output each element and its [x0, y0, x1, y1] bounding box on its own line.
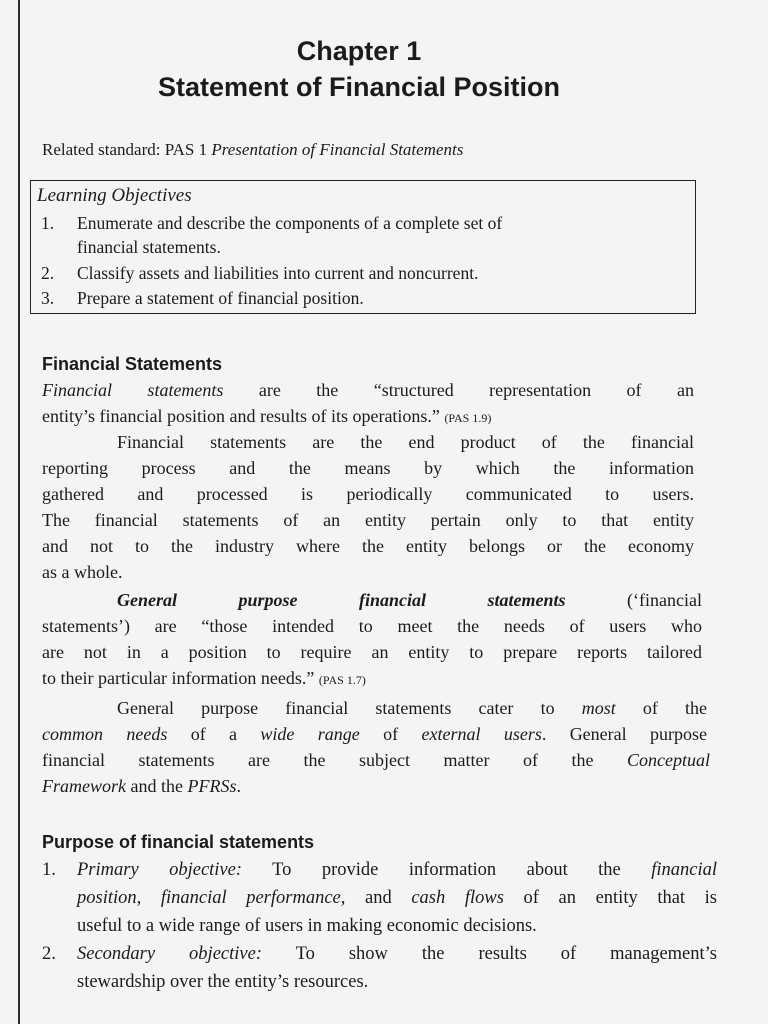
list-item-line: useful to a wide range of users in making economic decisions.	[77, 916, 537, 936]
related-standard	[42, 140, 463, 160]
paragraph-line: are not in a position to require an entity to prepare reports tailored	[42, 642, 702, 662]
related-standard-name: Presentation of Financial Statements	[211, 140, 464, 159]
text-run: to their particular information needs.”	[42, 668, 319, 688]
text-run: of	[359, 724, 422, 744]
emphasis: external users	[421, 724, 542, 744]
objective-text: Prepare a statement of financial position.	[77, 288, 364, 308]
text-run: To provide information about the	[242, 860, 652, 880]
learning-objectives-box	[30, 180, 696, 314]
emphasis: wide range	[260, 724, 360, 744]
related-standard-prefix: Related standard: PAS 1	[42, 140, 212, 159]
text-run: of a	[167, 724, 261, 744]
text-run: and the	[126, 776, 188, 796]
objective-text: Enumerate and describe the components of a complete set of	[77, 213, 503, 233]
paragraph-line: and not to the industry where the entity belongs or the economy	[42, 536, 694, 556]
list-item-line	[77, 944, 717, 965]
emphasis: financial	[651, 860, 718, 880]
section-heading-purpose: Purpose of financial statements	[42, 832, 315, 852]
text-run: .	[236, 776, 241, 796]
objective-number: 3.	[41, 288, 55, 308]
text-run: and	[345, 888, 412, 908]
paragraph-line: The financial statements of an entity pertain only to that entity	[42, 510, 694, 530]
paragraph-line	[117, 590, 702, 611]
emphasis: Conceptual	[627, 750, 710, 770]
emphasis: position, financial performance,	[77, 888, 346, 908]
objective-text: financial statements.	[77, 237, 221, 257]
list-item-label: Primary objective:	[77, 860, 243, 880]
paragraph-line	[42, 668, 694, 689]
list-number: 2.	[42, 944, 56, 964]
paragraph-line: Financial statements are the end product of the financial	[117, 432, 694, 452]
text-run: (‘financial	[565, 590, 703, 610]
paragraph-line: as a whole.	[42, 562, 123, 582]
objective-text: Classify assets and liabilities into current and noncurrent.	[77, 263, 479, 283]
emphasis: PFRSs	[187, 776, 237, 796]
list-item-line	[77, 860, 717, 881]
section-heading-financial-statements: Financial Statements	[42, 354, 223, 374]
emphasis: most	[581, 698, 616, 718]
text-run: are the “structured representation of an	[223, 380, 694, 400]
paragraph-line	[42, 724, 707, 745]
paragraph-line	[117, 698, 707, 719]
paragraph-line	[42, 406, 694, 427]
emphasis: cash flows	[411, 888, 504, 908]
learning-objectives-heading: Learning Objectives	[37, 185, 192, 206]
paragraph-line	[42, 380, 694, 401]
text-run: General purpose financial statements cater to	[117, 698, 582, 718]
chapter-number: Chapter 1	[296, 36, 422, 66]
defined-term: General purpose financial statements	[117, 590, 566, 610]
citation: (PAS 1.7)	[318, 673, 366, 687]
emphasis: common needs	[42, 724, 168, 744]
text-run: To show the results of management’s	[261, 944, 717, 964]
text-run: of an entity that is	[503, 888, 717, 908]
paragraph-line: statements’) are “those intended to meet the needs of users who	[42, 616, 702, 636]
text-run: . General purpose	[541, 724, 707, 744]
list-item-line	[77, 888, 717, 909]
objective-number: 1.	[41, 213, 55, 233]
paragraph-line	[42, 750, 710, 771]
citation: (PAS 1.9)	[444, 411, 492, 425]
emphasis: Framework	[42, 776, 126, 796]
paragraph-line: reporting process and the means by which the information	[42, 458, 694, 478]
chapter-title: Statement of Financial Position	[157, 72, 561, 102]
paragraph-line: gathered and processed is periodically communicated to users.	[42, 484, 694, 504]
list-item-line: stewardship over the entity’s resources.	[77, 972, 369, 992]
page-edge-rule	[18, 0, 20, 1024]
list-item-label: Secondary objective:	[77, 944, 262, 964]
defined-term: Financial statements	[42, 380, 224, 400]
paragraph-line	[42, 776, 694, 797]
text-run: entity’s financial position and results of its operations.”	[42, 406, 445, 426]
list-number: 1.	[42, 860, 56, 880]
text-run: financial statements are the subject matter of the	[42, 750, 627, 770]
text-run: of the	[615, 698, 707, 718]
objective-number: 2.	[41, 263, 55, 283]
